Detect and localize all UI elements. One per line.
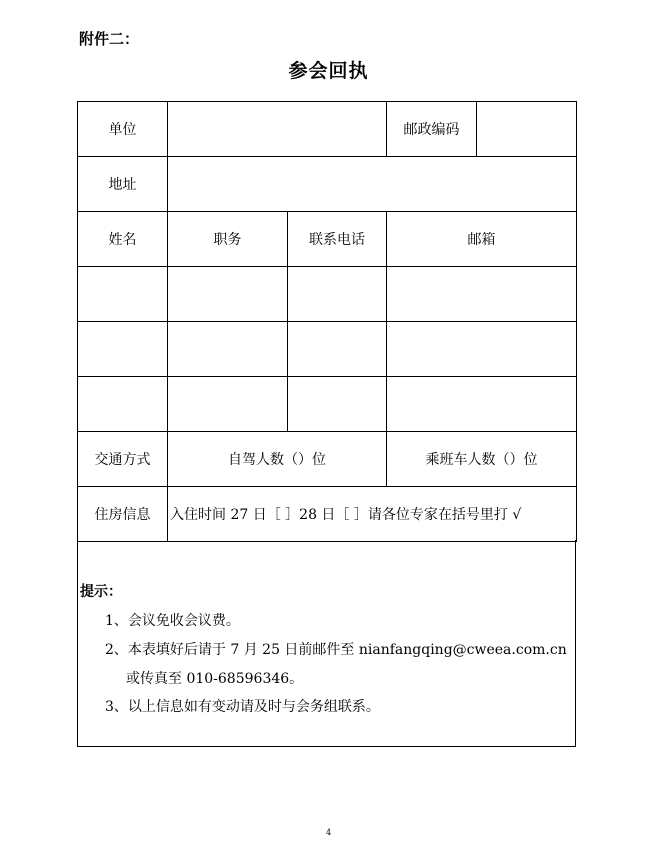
unit-field[interactable] (168, 102, 387, 157)
attendee-email-field[interactable] (387, 377, 577, 432)
registration-form (77, 101, 577, 542)
attendee-header-row (78, 212, 577, 267)
column-header-position: 职务 (168, 212, 288, 267)
housing-dates-field[interactable]: 入住时间 27 日［ ］28 日［ ］请各位专家在括号里打 √ (168, 487, 577, 542)
column-header-name: 姓名 (78, 212, 168, 267)
document-title: 参会回执 (288, 60, 369, 82)
notes-title: 提示： (80, 584, 122, 600)
shuttle-count-field[interactable]: 乘班车人数（）位 (387, 432, 577, 487)
postcode-field[interactable] (477, 102, 577, 157)
housing-row (78, 487, 577, 542)
address-field[interactable] (168, 157, 577, 212)
column-header-email: 邮箱 (387, 212, 577, 267)
transport-row (78, 432, 577, 487)
attendee-phone-field[interactable] (288, 377, 387, 432)
attendee-phone-field[interactable] (288, 322, 387, 377)
attendee-row (78, 322, 577, 377)
attendee-name-field[interactable] (78, 322, 168, 377)
attendee-row (78, 377, 577, 432)
note-item: 1、会议免收会议费。 (105, 613, 240, 629)
housing-label: 住房信息 (78, 487, 168, 542)
transport-label: 交通方式 (78, 432, 168, 487)
attendee-email-field[interactable] (387, 267, 577, 322)
attendee-position-field[interactable] (168, 322, 288, 377)
attendee-name-field[interactable] (78, 377, 168, 432)
attendee-row (78, 267, 577, 322)
notes-section (77, 540, 576, 747)
address-label: 地址 (78, 157, 168, 212)
address-row (78, 157, 577, 212)
attendee-email-field[interactable] (387, 322, 577, 377)
attendee-name-field[interactable] (78, 267, 168, 322)
unit-label: 单位 (78, 102, 168, 157)
page-number: 4 (325, 828, 332, 837)
column-header-phone: 联系电话 (288, 212, 387, 267)
attendee-position-field[interactable] (168, 377, 288, 432)
unit-row (78, 102, 577, 157)
note-item: 2、本表填好后请于 7 月 25 日前邮件至 nianfangqing@cweea.com.cn (105, 642, 567, 658)
attachment-label: 附件二： (79, 30, 140, 48)
postcode-label: 邮政编码 (387, 102, 477, 157)
attendee-phone-field[interactable] (288, 267, 387, 322)
attendee-position-field[interactable] (168, 267, 288, 322)
note-item: 3、以上信息如有变动请及时与会务组联系。 (105, 699, 380, 715)
note-item-continuation: 或传真至 010-68596346。 (126, 671, 304, 687)
self-drive-count-field[interactable]: 自驾人数（）位 (168, 432, 387, 487)
